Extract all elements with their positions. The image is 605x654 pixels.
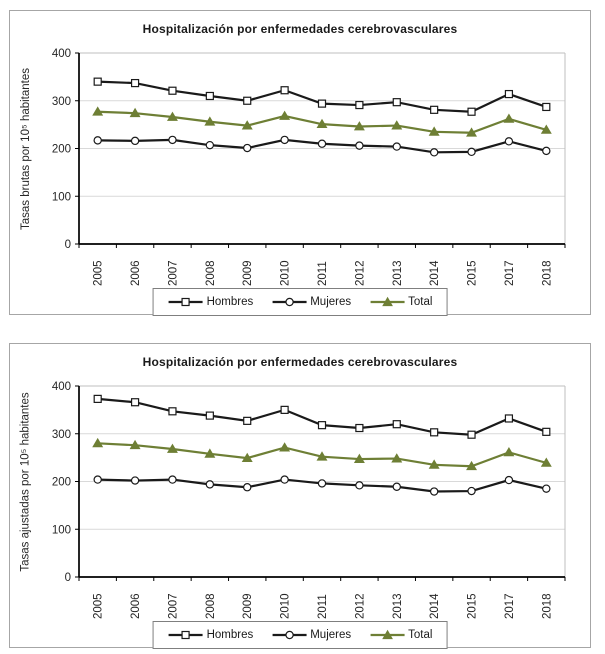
svg-text:2007: 2007	[167, 593, 180, 619]
svg-text:2014: 2014	[429, 593, 442, 619]
svg-text:2017: 2017	[503, 593, 516, 619]
chart-canvas	[10, 344, 590, 647]
chart-title: Hospitalización por enfermedades cerebrovasculares	[142, 355, 458, 369]
svg-text:2005: 2005	[92, 260, 105, 286]
circle-marker-icon	[271, 296, 307, 308]
svg-text:2009: 2009	[242, 260, 255, 286]
chart-legend	[153, 621, 448, 649]
svg-text:2006: 2006	[130, 260, 143, 286]
svg-text:0: 0	[64, 572, 71, 584]
svg-text:200: 200	[51, 143, 71, 156]
svg-text:2009: 2009	[242, 593, 255, 619]
legend-item-hombres	[168, 296, 254, 308]
svg-text:2007: 2007	[167, 260, 180, 286]
svg-text:2012: 2012	[354, 593, 367, 619]
y-axis-title: Tasas brutas por 10⁵ habitantes	[20, 67, 33, 230]
svg-text:2018: 2018	[541, 260, 554, 286]
y-axis-title: Tasas ajustadas por 10⁵ habitantes	[20, 391, 32, 572]
legend-item-total	[369, 296, 432, 308]
legend-item-total	[369, 629, 432, 641]
svg-text:2012: 2012	[354, 260, 367, 286]
svg-text:2013: 2013	[391, 593, 404, 619]
svg-text:2015: 2015	[466, 593, 479, 619]
legend-label: Total	[408, 629, 433, 641]
legend-label: Hombres	[206, 629, 254, 641]
legend-item-mujeres	[271, 629, 351, 641]
crude-rates-chart-panel	[9, 10, 591, 315]
legend-label: Hombres	[206, 296, 254, 308]
svg-text:2013: 2013	[391, 260, 404, 286]
svg-text:200: 200	[51, 476, 71, 489]
svg-text:2006: 2006	[130, 593, 143, 619]
legend-label: Mujeres	[310, 296, 352, 308]
legend-item-mujeres	[271, 296, 351, 308]
svg-text:300: 300	[51, 428, 71, 441]
svg-text:2008: 2008	[204, 260, 217, 286]
circle-marker-icon	[271, 629, 307, 641]
svg-text:2011: 2011	[317, 594, 329, 619]
svg-text:2014: 2014	[429, 260, 442, 286]
svg-text:2008: 2008	[204, 593, 217, 619]
square-marker-icon	[168, 629, 204, 641]
svg-text:300: 300	[51, 95, 71, 108]
svg-text:400: 400	[51, 48, 71, 60]
svg-text:2011: 2011	[317, 261, 329, 286]
legend-label: Total	[408, 296, 433, 308]
svg-text:2005: 2005	[92, 593, 105, 619]
triangle-marker-icon	[369, 629, 405, 641]
svg-text:2010: 2010	[279, 260, 292, 286]
svg-text:100: 100	[51, 191, 71, 204]
svg-text:400: 400	[51, 381, 71, 393]
legend-item-hombres	[168, 629, 254, 641]
svg-text:2017: 2017	[503, 260, 516, 286]
triangle-marker-icon	[369, 296, 405, 308]
adjusted-rates-chart-panel	[9, 343, 591, 648]
square-marker-icon	[168, 296, 204, 308]
svg-text:0: 0	[64, 239, 71, 251]
svg-text:100: 100	[51, 524, 71, 537]
svg-text:2015: 2015	[466, 260, 479, 286]
chart-title: Hospitalización por enfermedades cerebrovasculares	[142, 22, 458, 36]
chart-legend	[153, 288, 448, 316]
chart-canvas	[10, 11, 590, 314]
svg-text:2018: 2018	[541, 593, 554, 619]
svg-text:2010: 2010	[279, 593, 292, 619]
legend-label: Mujeres	[310, 629, 352, 641]
